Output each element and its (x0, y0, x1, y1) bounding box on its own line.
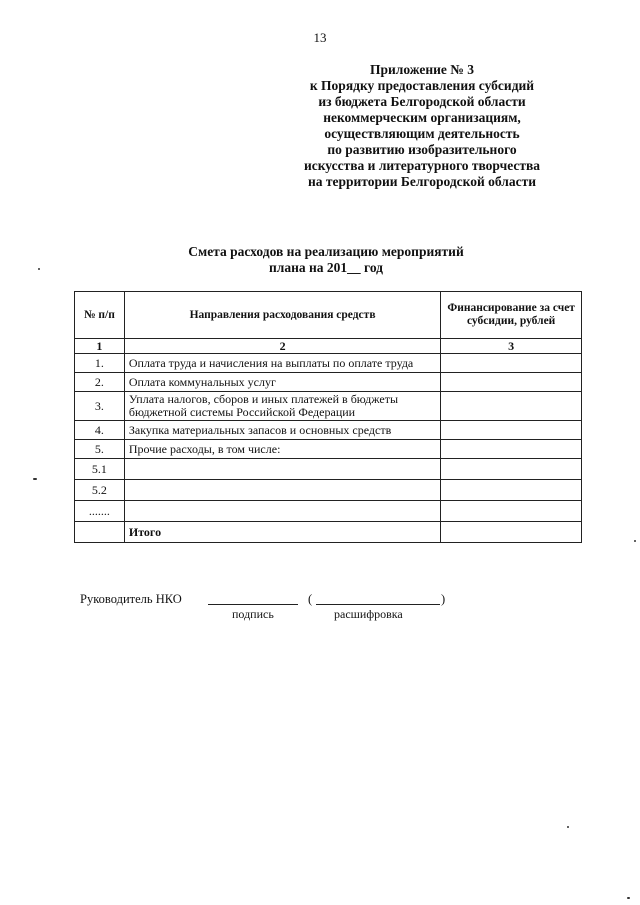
row-number: 5.2 (75, 480, 125, 501)
row-text: Оплата коммунальных услуг (124, 373, 440, 392)
table-row (75, 480, 582, 501)
title-line-1: Смета расходов на реализацию мероприятий (188, 244, 464, 259)
appendix-line: Приложение № 3 (370, 62, 474, 77)
appendix-line: из бюджета Белгородской области (318, 94, 526, 109)
table-row (75, 459, 582, 480)
appendix-line: к Порядку предоставления субсидий (309, 78, 535, 93)
column-number: 1 (75, 339, 125, 354)
row-text[interactable] (124, 501, 440, 522)
row-text: Закупка материальных запасов и основных средств (124, 421, 440, 440)
total-funding-cell[interactable] (441, 522, 582, 543)
close-paren: ) (441, 592, 446, 606)
row-text: Оплата труда и начисления на выплаты по оплате труда (124, 354, 440, 373)
scan-speck (33, 478, 37, 480)
name-decoding-line[interactable] (316, 604, 440, 605)
funding-cell[interactable] (441, 354, 582, 373)
appendix-header (262, 62, 582, 190)
table-row (75, 440, 582, 459)
page-number: 13 (313, 30, 327, 45)
table-row (75, 392, 582, 421)
column-number-row (75, 339, 582, 354)
funding-cell[interactable] (441, 480, 582, 501)
funding-cell[interactable] (441, 440, 582, 459)
document-title (0, 244, 640, 276)
signatory-label: Руководитель НКО (80, 592, 182, 606)
funding-cell[interactable] (441, 459, 582, 480)
expense-table (74, 291, 582, 543)
row-number: 1. (75, 354, 125, 373)
funding-cell[interactable] (441, 421, 582, 440)
table-header-row (75, 292, 582, 339)
funding-cell[interactable] (441, 501, 582, 522)
funding-cell[interactable] (441, 392, 582, 421)
row-number: 5.1 (75, 459, 125, 480)
header-funding: Финансирование за счет субсидии, рублей (441, 292, 582, 339)
table-row (75, 354, 582, 373)
row-text: Уплата налогов, сборов и иных платежей в бюджеты бюджетной системы Российской Федерации (124, 392, 440, 421)
row-text[interactable] (124, 480, 440, 501)
appendix-line: на территории Белгородской области (307, 174, 537, 189)
row-text[interactable] (124, 459, 440, 480)
total-label: Итого (124, 522, 440, 543)
scan-speck (627, 897, 630, 899)
signature-block (80, 592, 600, 632)
signature-caption: подпись (232, 607, 274, 621)
open-paren: ( (308, 592, 313, 606)
decoding-caption: расшифровка (334, 607, 403, 621)
row-number: 2. (75, 373, 125, 392)
title-line-2: плана на 201__ год (268, 260, 384, 275)
header-number: № п/п (75, 292, 125, 339)
row-number: 5. (75, 440, 125, 459)
column-number: 2 (124, 339, 440, 354)
table-row (75, 373, 582, 392)
signature-line[interactable] (208, 604, 298, 605)
total-row (75, 522, 582, 543)
column-number: 3 (441, 339, 582, 354)
scan-speck (634, 540, 636, 542)
appendix-line: некоммерческим организациям, (323, 110, 521, 125)
row-number: 3. (75, 392, 125, 421)
scan-speck (38, 268, 40, 270)
row-number (75, 522, 125, 543)
table-row (75, 421, 582, 440)
funding-cell[interactable] (441, 373, 582, 392)
appendix-line: по развитию изобразительного (327, 142, 517, 157)
scan-speck (567, 826, 569, 828)
table-row (75, 501, 582, 522)
row-text: Прочие расходы, в том числе: (124, 440, 440, 459)
row-number: ....... (75, 501, 125, 522)
row-number: 4. (75, 421, 125, 440)
header-directions: Направления расходования средств (124, 292, 440, 339)
appendix-line: осуществляющим деятельность (324, 126, 520, 141)
appendix-line: искусства и литературного творчества (303, 158, 541, 173)
